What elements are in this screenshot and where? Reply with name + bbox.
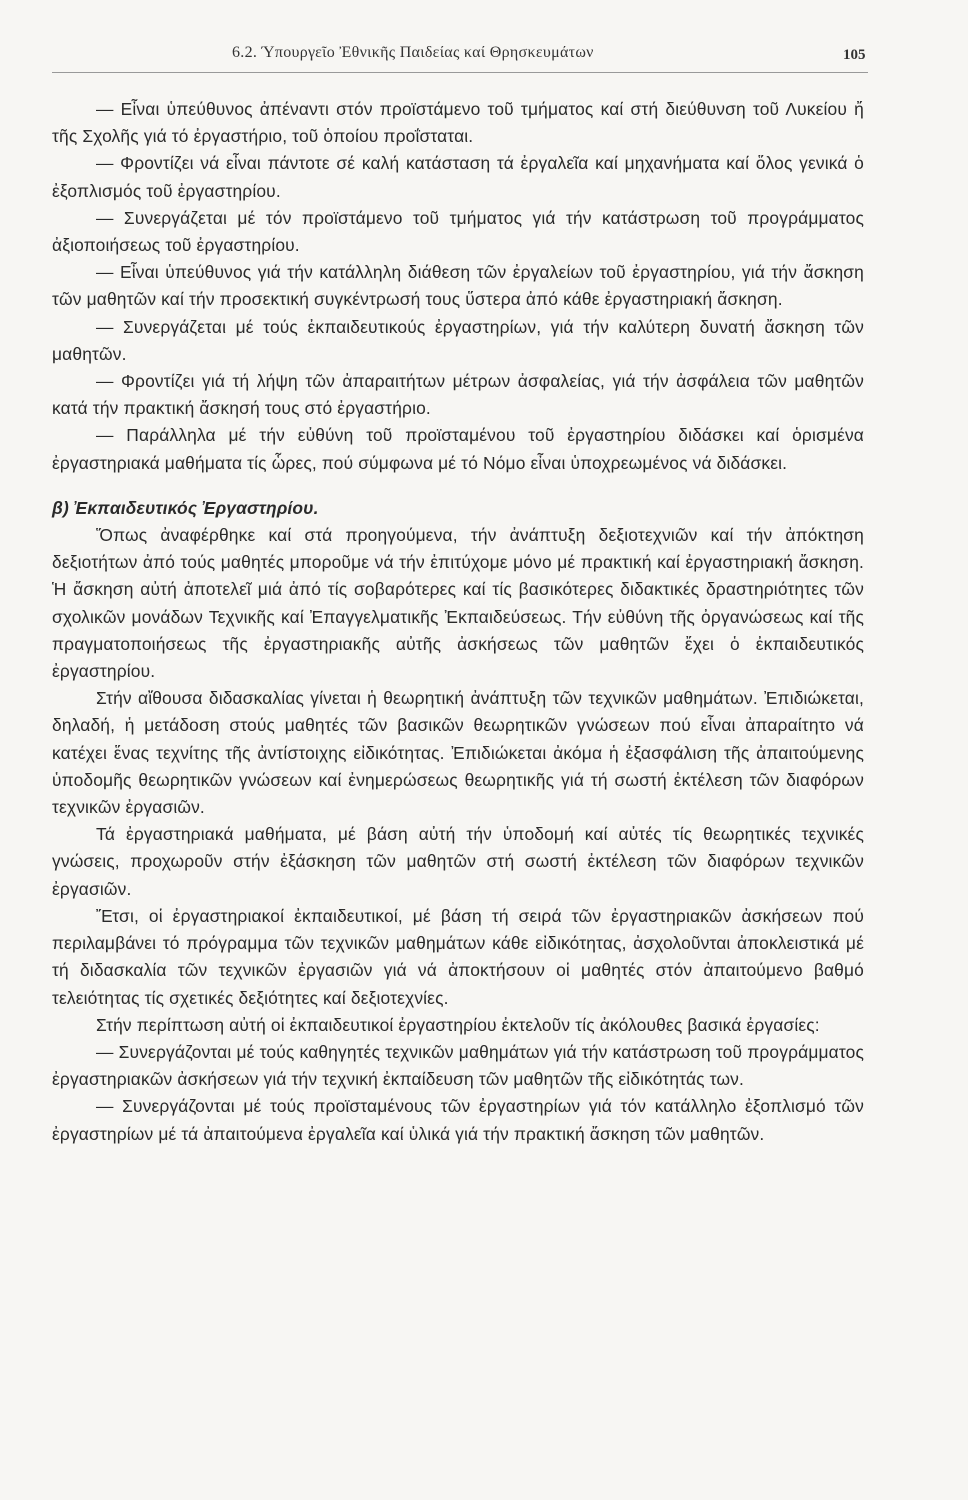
header-rule — [52, 72, 868, 73]
running-head — [0, 44, 968, 74]
paragraph: Ὅπως ἀναφέρθηκε καί στά προηγούμενα, τήν ἀνάπτυξη δεξιοτεχνιῶν καί τήν ἀπόκτηση δεξιοτήτων ἀπό τούς μαθητές μποροῦμε νά τήν ἐπιτύχομε μόνο μέ πρακτική καί ἐργαστηριακή ἄσκηση. Ἡ ἄσκηση αὐτή ἀποτελεῖ μιά ἀπό τίς σοβαρότερες καί τίς βασικότερες διδακτικές δραστηριότητες τῶν σχολικῶν μονάδων Τεχνικῆς καί Ἐπαγγελματικῆς Ἐκπαιδεύσεως. Τήν εὐθύνη τῆς ὀργανώσεως καί τῆς πραγματοποιήσεως τῆς ἐργαστηριακῆς αὐτῆς ἀσκήσεως τῶν μαθητῶν ἔχει ὁ ἐκπαιδευτικός ἐργαστηρίου. — [52, 525, 864, 682]
list-item: — Συνεργάζεται μέ τόν προϊστάμενο τοῦ τμήματος γιά τήν κατάστρωση τοῦ προγράμματος ἀξιοποιήσεως τοῦ ἐργαστηρίου. — [52, 207, 864, 256]
list-item: — Παράλληλα μέ τήν εὐθύνη τοῦ προϊσταμένου τοῦ ἐργαστηρίου διδάσκει καί ὁρισμένα ἐργαστηριακά μαθήματα τίς ὧρες, πού σύμφωνα μέ τό Νόμο εἶναι ὑποχρεωμένος νά διδάσκει. — [52, 425, 864, 473]
paragraph: Ἔτσι, οἱ ἐργαστηριακοί ἐκπαιδευτικοί, μέ βάση τή σειρά τῶν ἐργαστηριακῶν ἀσκήσεων πού περιλαμβάνει τό πρόγραμμα τῶν τεχνικῶν μαθημάτων κάθε εἰδικότητας, ἀσχολοῦνται ἀποκλειστικά μέ τή διδασκαλία τῶν τεχνικῶν ἐργασιῶν γιά νά ἀποκτήσουν οἱ μαθητές στόν ἀπαιτούμενο βαθμό τελειότητας τίς σχετικές δεξιότητες καί δεξιοτεχνίες. — [52, 905, 864, 1008]
list-item: — Συνεργάζονται μέ τούς προϊσταμένους τῶν ἐργαστηρίων γιά τόν κατάλληλο ἐξοπλισμό τῶν ἐργαστηρίων μέ τά ἀπαιτούμενα ἐργαλεῖα καί ὑλικά γιά τήν πρακτική ἄσκηση τῶν μαθητῶν. — [52, 1096, 864, 1144]
list-item: — Φροντίζει νά εἶναι πάντοτε σέ καλή κατάσταση τά ἐργαλεῖα καί μηχανήματα καί ὅλος γενικά ὁ ἐξοπλισμός τοῦ ἐργαστηρίου. — [52, 153, 864, 201]
paragraph: Στήν αἴθουσα διδασκαλίας γίνεται ἡ θεωρητική ἀνάπτυξη τῶν τεχνικῶν μαθημάτων. Ἐπιδιώκεται, δηλαδή, ἡ μετάδοση στούς μαθητές τῶν βασικῶν θεωρητικῶν γνώσεων πού εἶναι ἀπαραίτητο νά κατέχει ἕνας τεχνίτης τῆς ἀντίστοιχης εἰδικότητας. Ἐπιδιώκεται ἀκόμα ἡ ἐξασφάλιση τῆς ἀπαιτούμενης ὑποδομῆς θεωρητικῶν γνώσεων καί ἐνημερώσεως θεωρητικῆς γιά τή σωστή ἐκτέλεση τῶν διαφόρων τεχνικῶν ἐργασιῶν. — [52, 688, 864, 818]
page-number: 105 — [843, 47, 866, 63]
page-body — [52, 96, 864, 1148]
list-item: — Εἶναι ὑπεύθυνος γιά τήν κατάλληλη διάθεση τῶν ἐργαλείων τοῦ ἐργαστηρίου, γιά τήν ἄσκηση τῶν μαθητῶν καί τήν προσεκτική συγκέντρωσή τους ὕστερα ἀπό κάθε ἐργαστηριακή ἄσκηση. — [52, 262, 864, 310]
paragraph: Τά ἐργαστηριακά μαθήματα, μέ βάση αὐτή τήν ὑποδομή καί αὐτές τίς θεωρητικές τεχνικές γνώσεις, προχωροῦν στήν ἐξάσκηση τῶν μαθητῶν στή σωστή ἐκτέλεση τῶν διαφόρων τεχνικῶν ἐργασιῶν. — [52, 824, 864, 899]
list-item: — Συνεργάζονται μέ τούς καθηγητές τεχνικῶν μαθημάτων γιά τήν κατάστρωση τοῦ προγράμματος ἐργαστηριακῶν ἀσκήσεων γιά τήν τεχνική ἐκπαίδευση τῶν μαθητῶν τῆς εἰδικότητάς των. — [52, 1041, 864, 1090]
paragraph: Στήν περίπτωση αὐτή οἱ ἐκπαιδευτικοί ἐργαστηρίου ἐκτελοῦν τίς ἀκόλουθες βασικά ἐργασίες: — [96, 1014, 820, 1035]
list-item: — Φροντίζει γιά τή λήψη τῶν ἀπαραιτήτων μέτρων ἀσφαλείας, γιά τήν ἀσφάλεια τῶν μαθητῶν κατά τήν πρακτική ἄσκησή τους στό ἐργαστήριο. — [52, 371, 864, 419]
running-head-title: 6.2. Ύπουργεῖο Ἐθνικῆς Παιδείας καί Θρησκευμάτων — [232, 44, 594, 61]
list-item: — Συνεργάζεται μέ τούς ἐκπαιδευτικούς ἐργαστηρίων, γιά τήν καλύτερη δυνατή ἄσκηση τῶν μαθητῶν. — [52, 316, 864, 364]
section-heading: β) Ἐκπαιδευτικός Ἐργαστηρίου. — [52, 497, 319, 518]
list-item: — Εἶναι ὑπεύθυνος ἀπέναντι στόν προϊστάμενο τοῦ τμήματος καί στή διεύθυνση τοῦ Λυκείου ἤ τῆς Σχολῆς γιά τό ἐργαστήριο, τοῦ ὁποίου προΐσταται. — [52, 99, 864, 147]
